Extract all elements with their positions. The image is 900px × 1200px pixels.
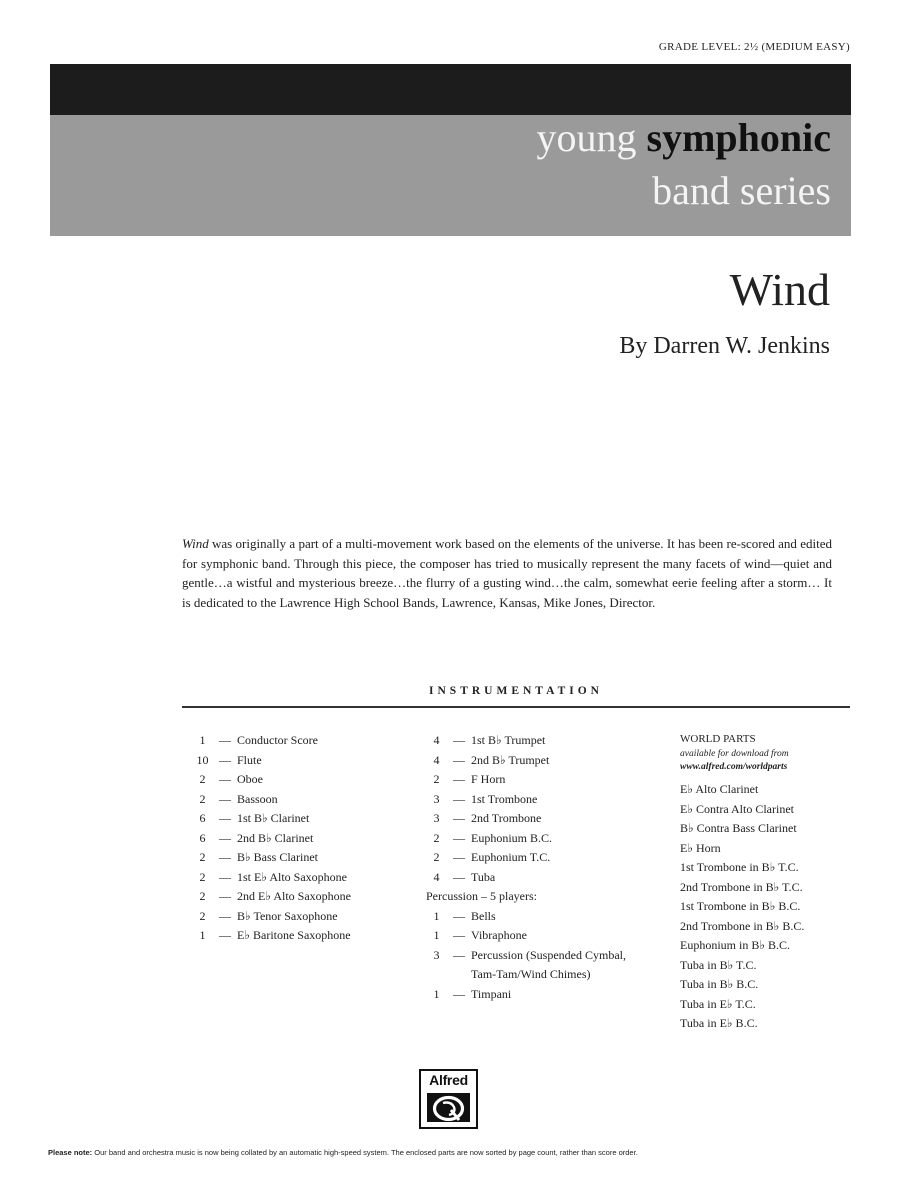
instrument-row: 2 — Euphonium B.C. (433, 830, 553, 845)
instrument-row: 2 — Oboe (199, 772, 263, 786)
series-bold-text: symphonic (646, 115, 831, 160)
description (182, 534, 832, 612)
description-text: was originally a part of a multi-movement work based on the elements of the universe. It has been re-scored and edited for symphonic band. Through this piece, the composer has tried to musically represent the many facets of wind—quiet and gentle…a wistful and mysterious breeze…the flurry of a gusting wind…the calm, somewhat eerie feeling after a storm… It is dedicated to the Lawrence High School Bands, Lawrence, Kansas, Mike Jones, Director. (182, 536, 832, 610)
instrument-row: 3 — 2nd Trombone (433, 811, 542, 825)
instrument-row: 2 — 2nd E♭ Alto Saxophone (199, 889, 351, 903)
instrument-row: 2 — Bassoon (199, 791, 278, 806)
series-title-line1 (537, 115, 832, 161)
world-part-item: 2nd Trombone in B♭ T.C. (680, 879, 803, 894)
world-part-item: 2nd Trombone in B♭ B.C. (680, 918, 805, 933)
world-part-item: Tuba in E♭ T.C. (680, 996, 756, 1011)
instrument-row: 2 — F Horn (433, 772, 506, 786)
instrument-row: 4 — 1st B♭ Trumpet (433, 733, 546, 747)
instrument-row: 2 — B♭ Tenor Saxophone (199, 908, 338, 923)
world-part-item: Euphonium in B♭ B.C. (680, 938, 791, 952)
instrument-row: 1 — Conductor Score (199, 733, 318, 747)
instrument-column-1 (192, 731, 351, 946)
composer: By Darren W. Jenkins (619, 333, 830, 359)
instrument-row: 3 — 1st Trombone (433, 791, 538, 806)
percussion-row: 1 — Vibraphone (433, 928, 527, 942)
instrument-row: 6 — 1st B♭ Clarinet (199, 811, 310, 825)
footnote (48, 1148, 858, 1157)
series-light-text: young (536, 115, 647, 160)
instrument-row: 2 — 1st E♭ Alto Saxophone (199, 869, 347, 884)
instrument-column-2 (426, 731, 626, 1004)
alfred-logo-text: Alfred (429, 1072, 468, 1088)
percussion-row: 3 — Percussion (Suspended Cymbal, (433, 947, 626, 962)
alfred-logo (419, 1069, 478, 1129)
world-part-item: Tuba in E♭ B.C. (680, 1016, 758, 1030)
description-italic-lead: Wind (182, 536, 209, 551)
header-black-bar (50, 64, 851, 115)
grade-level: GRADE LEVEL: 2½ (MEDIUM EASY) (658, 41, 850, 53)
world-part-item: Tuba in B♭ T.C. (680, 957, 757, 972)
alfred-emblem-icon (427, 1093, 470, 1124)
world-part-item: Tuba in B♭ B.C. (680, 977, 759, 991)
instrumentation-heading: INSTRUMENTATION (429, 685, 603, 697)
instrument-row: 10 — Flute (196, 752, 262, 767)
instrument-row: 2 — Euphonium T.C. (433, 850, 551, 864)
world-parts-heading: WORLD PARTS (680, 733, 756, 745)
instrument-row: 6 — 2nd B♭ Clarinet (199, 830, 314, 845)
world-part-item: B♭ Contra Bass Clarinet (680, 821, 797, 835)
instrument-row: 4 — Tuba (433, 869, 496, 884)
world-part-item: E♭ Horn (680, 840, 721, 855)
footnote-text: Our band and orchestra music is now being collated by an automatic high-speed system. The enclosed parts are now sorted by page count, rather than score order. (92, 1148, 638, 1157)
instrument-row: 1 — E♭ Baritone Saxophone (199, 928, 351, 942)
instrumentation-rule (182, 706, 850, 708)
piece-title: Wind (729, 264, 830, 315)
world-part-item: E♭ Alto Clarinet (680, 782, 759, 796)
percussion-row: 1 — Timpani (433, 986, 512, 1001)
world-part-item: 1st Trombone in B♭ B.C. (680, 899, 801, 913)
percussion-row-continued: Tam-Tam/Wind Chimes) (471, 967, 591, 981)
instrument-row: 4 — 2nd B♭ Trumpet (433, 752, 550, 767)
world-parts-column (680, 731, 804, 1034)
world-part-item: E♭ Contra Alto Clarinet (680, 801, 794, 816)
world-part-item: 1st Trombone in B♭ T.C. (680, 860, 799, 874)
footnote-label: Please note: (48, 1148, 93, 1157)
world-parts-url: www.alfred.com/worldparts (680, 762, 788, 772)
instrument-row: 2 — B♭ Bass Clarinet (199, 850, 318, 864)
series-banner (50, 115, 851, 236)
percussion-row: 1 — Bells (433, 908, 496, 923)
series-title-line2: band series (652, 168, 831, 213)
world-parts-note: available for download from (680, 749, 789, 759)
alfred-logo-emblem (427, 1093, 470, 1122)
percussion-label: Percussion – 5 players: (426, 889, 537, 903)
